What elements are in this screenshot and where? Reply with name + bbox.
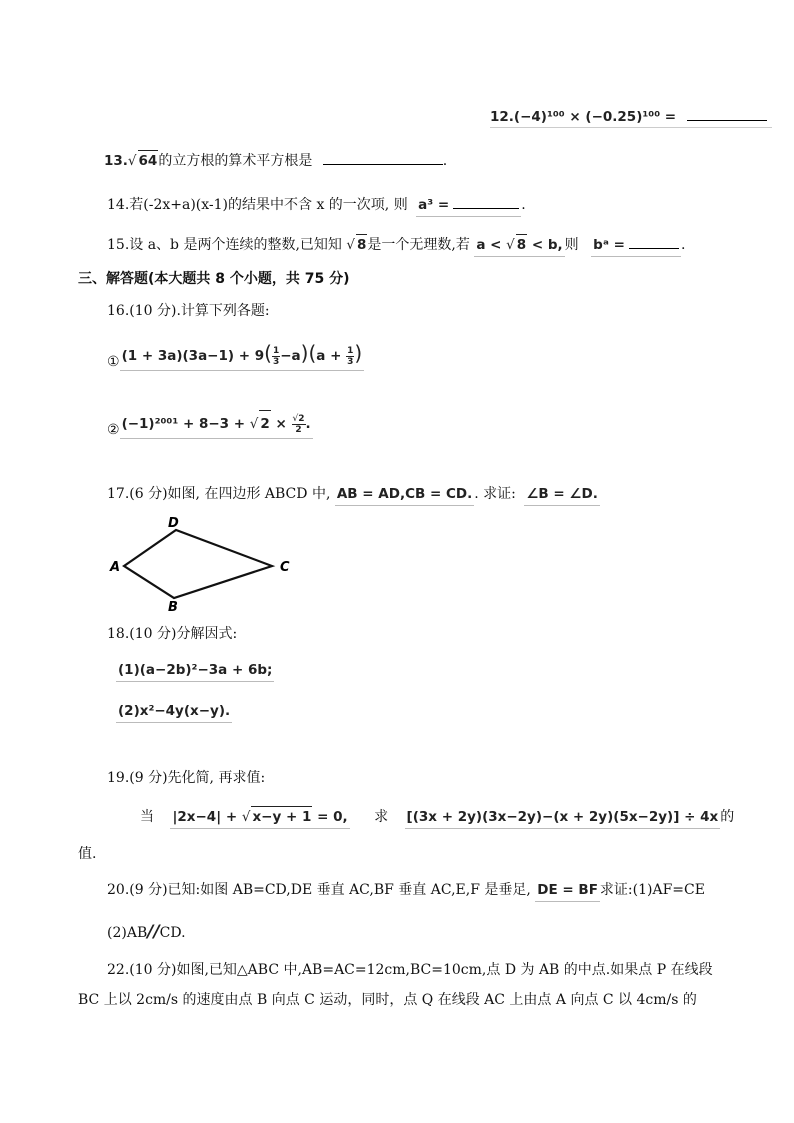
q20-line1 [107, 880, 705, 902]
q19-when: 当 [140, 809, 154, 825]
q19-tail: 的 [720, 809, 735, 825]
q20-parallel-symbol: // [147, 922, 160, 942]
q18-part2-expression: (2)x²−4y(x−y). [116, 701, 232, 723]
q16-part1-expression: (1 + 3a)(3a−1) + 9( $\frac{1}{3}$ −a)(a + $\frac{1}{3}$ ) [120, 340, 365, 371]
quadrilateral-abcd [124, 530, 272, 598]
q15-condition: a < √ 8 < b, [474, 234, 564, 257]
q15-text3: 则 [564, 237, 579, 253]
q14-answer-blank[interactable] [453, 194, 519, 209]
q12-answer-blank[interactable] [687, 106, 767, 121]
label-a: A [110, 560, 121, 575]
q14-text: 14.若(-2x+a)(x-1)的结果中不含 x 的一次项, 则 [107, 197, 408, 213]
q15-sqrt8: √ 8 [346, 237, 367, 253]
q16-part2-expression: (−1)²⁰⁰¹ + 8−3 + √ 2 × $\frac{√2}{2}$ . [120, 410, 313, 439]
q19-tail-line: 值. [78, 846, 97, 862]
q20-text1: 20.(9 分)已知:如图 AB=CD,DE 垂直 AC,BF 垂直 AC,E,F 是垂足, [107, 882, 531, 898]
q22-line2: BC 上以 2cm/s 的速度由点 B 向点 C 运动，同时，点 Q 在线段 AC 上由点 A 向点 C 以 4cm/s 的 [78, 992, 697, 1008]
q15-text1: 15.设 a、b 是两个连续的整数,已知知 [107, 237, 342, 253]
q19-expression: [(3x + 2y)(3x−2y)−(x + 2y)(5x−2y)] ÷ 4x [405, 807, 721, 829]
q13-answer-blank[interactable] [323, 150, 443, 165]
q22-line1: 22.(10 分)如图,已知△ABC 中,AB=AC=12cm,BC=10cm,点 D 为 AB 的中点.如果点 P 在线段 [107, 962, 713, 978]
q17-given: AB = AD,CB = CD. [335, 484, 474, 506]
label-c: C [280, 560, 290, 575]
q12-line [490, 106, 772, 128]
q15-answer-blank[interactable] [629, 234, 679, 249]
q19-condition: |2x−4| + √ x−y + 1 = 0, [170, 806, 349, 829]
q14-line: 14.若(-2x+a)(x-1)的结果中不含 x 的一次项, 则 a³ = . [107, 194, 526, 217]
q17-text: 17.(6 分)如图, 在四边形 ABCD 中, [107, 486, 331, 502]
q16-part2 [107, 410, 313, 436]
q15-line: 15.设 a、b 是两个连续的整数,已知知 √ 8是一个无理数,若 a < √ 8 < b, 则 bᵃ = . [107, 234, 685, 257]
q17-quadrilateral-figure [106, 514, 306, 614]
q17-conclusion: ∠B = ∠D. [524, 484, 600, 506]
q18-part2 [116, 701, 232, 723]
q16-title: 16.(10 分).计算下列各题: [107, 303, 270, 319]
q18-part1 [116, 660, 274, 682]
q20-text2: 求证:(1)AF=CE [599, 882, 705, 898]
q16-part2-label: ② [107, 422, 120, 438]
q20-line2: (2)AB//CD. [107, 922, 186, 942]
q16-part1-label: ① [107, 354, 120, 370]
q20-expression: DE = BF [535, 880, 600, 902]
q19-condition-line [140, 806, 735, 829]
q15-expression: bᵃ = [591, 234, 681, 257]
q13-text: 的立方根的算术平方根是 [158, 153, 313, 169]
q13-sqrt: √ 64 [128, 153, 158, 169]
q17-line [107, 484, 600, 506]
q12-expression: 12.(−4)¹⁰⁰ × (−0.25)¹⁰⁰ = [490, 109, 677, 125]
label-b: B [168, 600, 178, 614]
q18-title: 18.(10 分)分解因式: [107, 626, 238, 642]
section3-title: 三、解答题(本大题共 8 个小题，共 75 分) [78, 271, 350, 287]
label-d: D [168, 516, 179, 531]
q19-title: 19.(9 分)先化简, 再求值: [107, 770, 266, 786]
q13-line: 13.√ 64的立方根的算术平方根是 . [104, 150, 447, 171]
q17-prove-text: . 求证: [474, 486, 516, 502]
q18-part1-expression: (1)(a−2b)²−3a + 6b; [116, 660, 274, 682]
q13-number: 13. [104, 153, 128, 169]
q16-part1 [107, 340, 364, 370]
q19-ask: 求 [374, 809, 389, 825]
q15-text2: 是一个无理数,若 [367, 237, 470, 253]
q14-expression: a³ = [416, 194, 521, 217]
